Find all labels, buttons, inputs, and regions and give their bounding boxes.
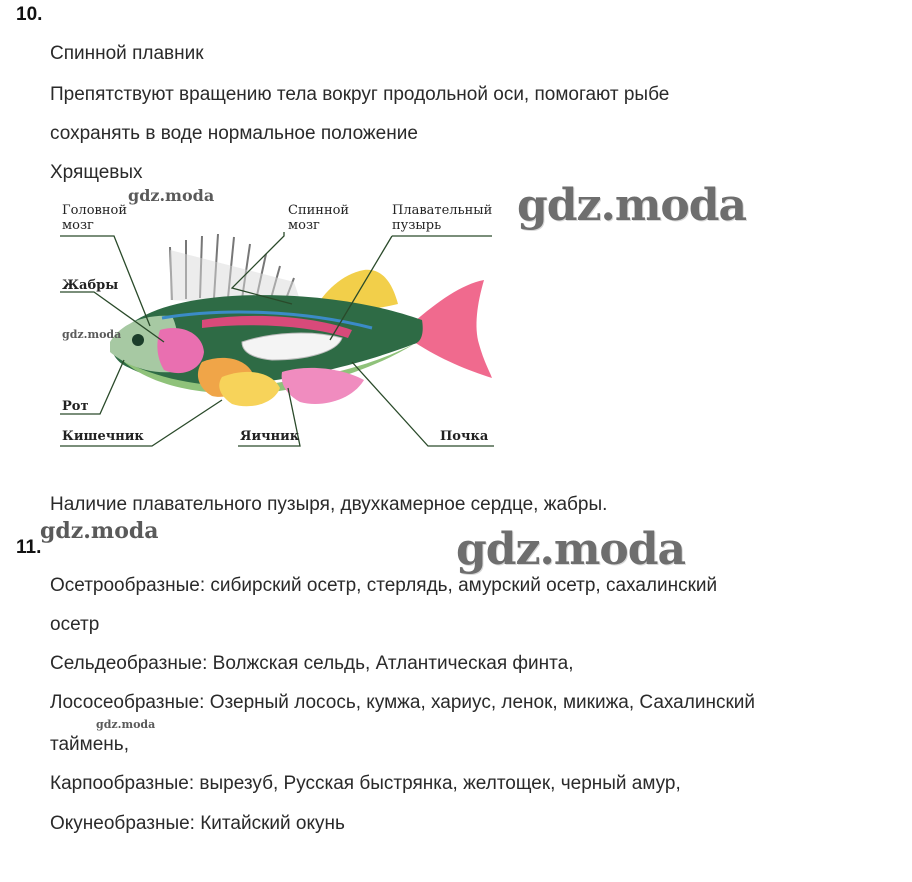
answer-line-3: сохранять в воде нормальное положение bbox=[50, 123, 418, 144]
watermark-medium-1: gdz.moda bbox=[40, 518, 159, 544]
label-bladder-2: пузырь bbox=[392, 218, 442, 233]
order-line-2: осетр bbox=[50, 614, 100, 635]
fish-anatomy-diagram bbox=[52, 192, 522, 454]
label-spinal-1: Спинной bbox=[288, 203, 350, 218]
label-spinal-2: мозг bbox=[288, 218, 320, 233]
label-brain-2: мозг bbox=[62, 218, 94, 233]
watermark-large-1: gdz.moda bbox=[517, 180, 747, 231]
order-line-6: Карпообразные: вырезуб, Русская быстрянка, желтощек, черный амур, bbox=[50, 773, 681, 794]
label-bladder-1: Плавательный bbox=[392, 203, 493, 218]
watermark-tiny-1: gdz.moda bbox=[62, 328, 122, 341]
answer-line-4: Хрящевых bbox=[50, 162, 143, 183]
label-gills: Жабры bbox=[62, 278, 119, 293]
watermark-large-2: gdz.moda bbox=[456, 524, 686, 575]
order-line-3: Сельдеобразные: Волжская сельдь, Атлантическая финта, bbox=[50, 653, 574, 674]
fish-eye bbox=[132, 334, 144, 346]
answer-line-1: Спинной плавник bbox=[50, 43, 204, 64]
label-mouth: Рот bbox=[62, 399, 89, 414]
label-intestine: Кишечник bbox=[62, 429, 144, 444]
watermark-tiny-2: gdz.moda bbox=[96, 718, 156, 731]
answer-line-2: Препятствуют вращению тела вокруг продольной оси, помогают рыбе bbox=[50, 84, 670, 105]
answer-line-5: Наличие плавательного пузыря, двухкамерное сердце, жабры. bbox=[50, 494, 608, 515]
question-number-10: 10. bbox=[16, 4, 43, 25]
order-line-5: таймень, bbox=[50, 734, 129, 755]
label-kidney: Почка bbox=[440, 429, 489, 444]
label-brain-1: Головной bbox=[62, 203, 127, 218]
order-line-4: Лососеобразные: Озерный лосось, кумжа, хариус, ленок, микижа, Сахалинский bbox=[50, 692, 755, 713]
label-ovary: Яичник bbox=[240, 429, 300, 444]
watermark-small-1: gdz.moda bbox=[128, 186, 215, 205]
order-line-1: Осетрообразные: сибирский осетр, стерлядь, амурский осетр, сахалинский bbox=[50, 575, 718, 596]
question-number-11: 11. bbox=[16, 537, 42, 558]
ovary-organ bbox=[282, 368, 364, 404]
tail-fin bbox=[414, 280, 492, 378]
order-line-7: Окунеобразные: Китайский окунь bbox=[50, 813, 345, 834]
